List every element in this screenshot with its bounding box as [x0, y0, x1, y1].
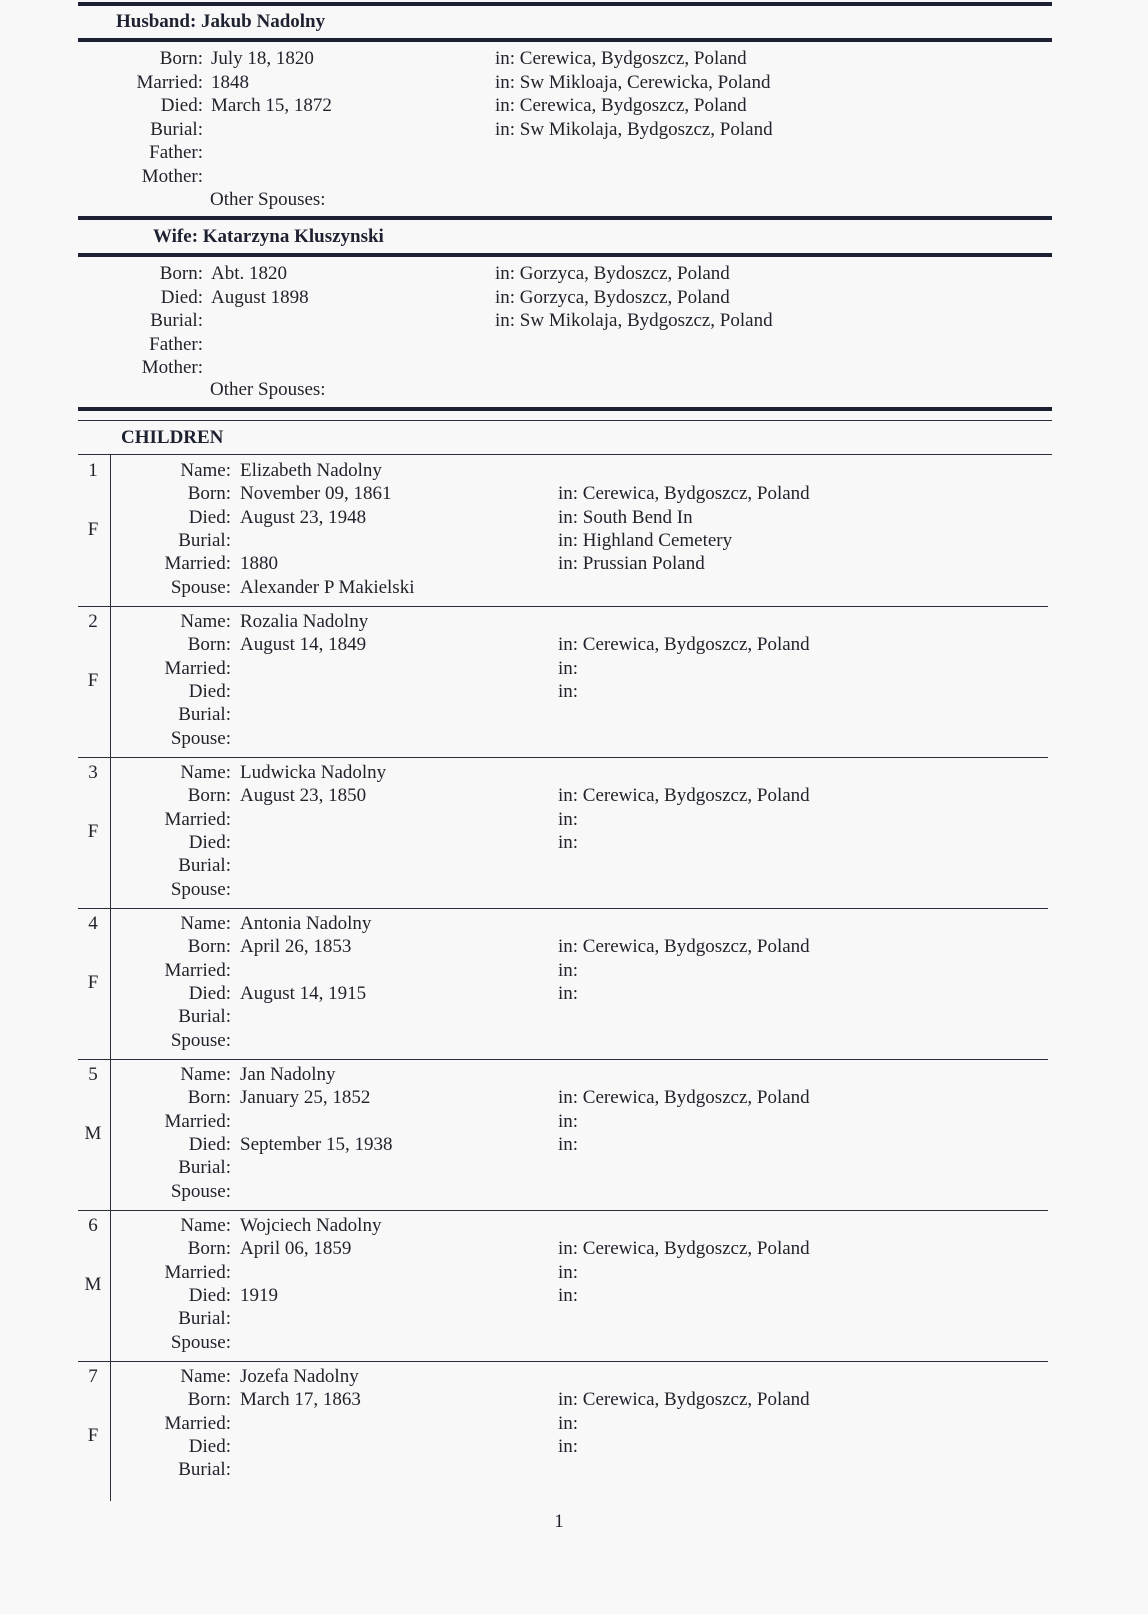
fact-value: August 1898 [211, 286, 309, 308]
fact-place: in: [558, 831, 579, 853]
fact-value: Jozefa Nadolny [240, 1366, 359, 1387]
fact-value: January 25, 1852 [240, 1087, 371, 1109]
fact-place: in: Cerewica, Bydgoszcz, Poland [558, 1087, 810, 1109]
wife-rule [78, 253, 1052, 257]
husband-other-spouses: Other Spouses: [210, 189, 326, 210]
fact-label: Name: [180, 1064, 231, 1085]
fact-label: Mother: [141, 357, 203, 378]
child-separator [78, 908, 1048, 909]
fact-label: Born: [159, 263, 203, 284]
child-number: 2 [88, 611, 98, 632]
fact-label: Born: [187, 936, 231, 958]
fact-label: Father: [149, 333, 203, 355]
fact-row [0, 784, 1148, 808]
fact-place: in: Cerewica, Bydgoszcz, Poland [558, 1389, 810, 1411]
fact-label: Spouse: [170, 1180, 231, 1202]
fact-row [0, 1005, 1148, 1029]
fact-row [0, 1237, 1148, 1261]
fact-row [0, 262, 1148, 286]
fact-place: in: Prussian Poland [558, 553, 705, 575]
fact-row [0, 808, 1148, 832]
fact-row [0, 657, 1148, 681]
child-separator [78, 606, 1048, 607]
fact-label: Born: [187, 483, 231, 505]
fact-label: Name: [180, 762, 231, 783]
fact-label: Married: [164, 1412, 231, 1434]
fact-place: in: [558, 680, 579, 702]
fact-label: Married: [164, 808, 231, 830]
fact-value: August 14, 1915 [240, 982, 367, 1004]
fact-value: Ludwicka Nadolny [240, 762, 387, 783]
child-number: 3 [88, 762, 98, 783]
fact-place: in: [558, 1261, 579, 1283]
fact-row [0, 959, 1148, 983]
fact-row [0, 576, 1148, 600]
fact-label: Burial: [178, 1157, 231, 1179]
fact-row [0, 1388, 1148, 1412]
fact-row [0, 141, 1148, 165]
fact-label: Died: [188, 982, 231, 1004]
child-sex: F [87, 670, 99, 691]
fact-label: Died: [160, 286, 203, 308]
fact-row [0, 47, 1148, 71]
fact-row [0, 1331, 1148, 1355]
fact-label: Born: [187, 785, 231, 807]
fact-place: in: South Bend In [558, 506, 693, 528]
child-number: 6 [88, 1215, 98, 1236]
fact-label: Name: [180, 1366, 231, 1387]
fact-row [0, 703, 1148, 727]
child-separator [78, 1059, 1048, 1060]
wife-name: Katarzyna Kluszynski [202, 226, 384, 247]
fact-row [0, 1214, 1148, 1238]
child-sex: F [87, 972, 99, 993]
wife-heading [153, 226, 384, 248]
fact-label: Burial: [178, 1006, 231, 1028]
fact-label: Spouse: [170, 727, 231, 749]
fact-row [0, 1307, 1148, 1331]
fact-label: Father: [149, 142, 203, 163]
husband-name: Jakub Nadolny [201, 11, 326, 32]
fact-value: April 26, 1853 [240, 936, 352, 958]
fact-place: in: [558, 1284, 579, 1306]
fact-place: in: [558, 1435, 579, 1457]
child-separator [78, 757, 1048, 758]
husband-label: Husband: [116, 11, 197, 32]
fact-row [0, 286, 1148, 310]
fact-label: Mother: [141, 165, 203, 187]
fact-label: Burial: [150, 310, 203, 331]
fact-label: Name: [180, 611, 231, 632]
fact-place: in: [558, 982, 579, 1004]
top-rule [78, 2, 1052, 6]
fact-place: in: Cerewica, Bydgoszcz, Poland [495, 95, 747, 116]
fact-row [0, 1086, 1148, 1110]
fact-place: in: Highland Cemetery [558, 529, 733, 551]
fact-place: in: Gorzyca, Bydoszcz, Poland [495, 263, 730, 284]
child-number: 4 [88, 913, 98, 934]
husband-heading [116, 11, 325, 33]
child-sex: F [87, 1425, 99, 1446]
fact-row [0, 459, 1148, 483]
fact-label: Born: [187, 634, 231, 656]
children-top-rule [78, 407, 1052, 411]
wife-top-rule [78, 216, 1052, 220]
fact-value: 1848 [211, 71, 249, 93]
fact-row [0, 831, 1148, 855]
child-sex: M [84, 1123, 102, 1144]
wife-label: Wife: [153, 226, 199, 247]
fact-label: Married: [164, 959, 231, 981]
fact-label: Burial: [178, 529, 231, 551]
fact-value: April 06, 1859 [240, 1238, 352, 1260]
fact-label: Died: [188, 680, 231, 702]
fact-value: Elizabeth Nadolny [240, 460, 382, 481]
children-top-rule-thin [78, 420, 1052, 421]
fact-value: March 17, 1863 [240, 1389, 361, 1411]
fact-value: July 18, 1820 [211, 48, 314, 69]
fact-value: Rozalia Nadolny [240, 611, 369, 632]
fact-row [0, 506, 1148, 530]
fact-label: Name: [180, 913, 231, 934]
fact-place: in: [558, 959, 579, 981]
fact-label: Name: [180, 460, 231, 481]
fact-row [0, 1412, 1148, 1436]
fact-place: in: Sw Mikloaja, Cerewicka, Poland [495, 71, 771, 93]
fact-row [0, 1063, 1148, 1087]
fact-row [0, 482, 1148, 506]
fact-value: August 23, 1948 [240, 506, 367, 528]
fact-label: Born: [187, 1389, 231, 1411]
fact-row [0, 1458, 1148, 1482]
fact-label: Married: [164, 657, 231, 679]
fact-row [0, 935, 1148, 959]
fact-row [0, 529, 1148, 553]
fact-row [0, 1029, 1148, 1053]
fact-label: Married: [164, 553, 231, 575]
fact-place: in: Gorzyca, Bydoszcz, Poland [495, 286, 730, 308]
fact-row [0, 309, 1148, 333]
child-sex: F [87, 519, 99, 540]
fact-place: in: Cerewica, Bydgoszcz, Poland [558, 483, 810, 505]
fact-value: November 09, 1861 [240, 483, 392, 505]
fact-value: September 15, 1938 [240, 1133, 393, 1155]
fact-value: March 15, 1872 [211, 95, 332, 116]
fact-value: Jan Nadolny [240, 1064, 336, 1085]
fact-row [0, 982, 1148, 1006]
child-number: 7 [88, 1366, 98, 1387]
fact-row [0, 71, 1148, 95]
fact-label: Died: [188, 1284, 231, 1306]
fact-row [0, 1435, 1148, 1459]
fact-row [0, 727, 1148, 751]
fact-row [0, 878, 1148, 902]
fact-place: in: Cerewica, Bydgoszcz, Poland [558, 634, 810, 656]
wife-other-spouses: Other Spouses: [210, 379, 326, 400]
husband-rule [78, 38, 1052, 42]
fact-value: Alexander P Makielski [240, 576, 415, 598]
fact-label: Burial: [150, 118, 203, 140]
fact-row [0, 1156, 1148, 1180]
fact-label: Died: [160, 95, 203, 116]
child-separator [78, 1210, 1048, 1211]
fact-place: in: Cerewica, Bydgoszcz, Poland [558, 1238, 810, 1260]
fact-label: Died: [188, 506, 231, 528]
fact-row [0, 912, 1148, 936]
fact-row [0, 680, 1148, 704]
fact-row [0, 333, 1148, 357]
fact-place: in: [558, 657, 579, 679]
fact-row [0, 1284, 1148, 1308]
fact-row [0, 1110, 1148, 1134]
child-number: 5 [88, 1064, 98, 1085]
fact-place: in: Cerewica, Bydgoszcz, Poland [558, 936, 810, 958]
fact-row [0, 356, 1148, 380]
fact-label: Died: [188, 1133, 231, 1155]
fact-label: Married: [164, 1110, 231, 1132]
fact-value: Wojciech Nadolny [240, 1215, 382, 1236]
fact-place: in: Sw Mikolaja, Bydgoszcz, Poland [495, 118, 773, 140]
fact-row [0, 610, 1148, 634]
fact-label: Burial: [178, 1459, 231, 1481]
page-number: 1 [554, 1511, 564, 1532]
fact-label: Spouse: [170, 576, 231, 598]
child-separator [78, 1361, 1048, 1362]
fact-value: Abt. 1820 [211, 263, 287, 284]
children-heading: CHILDREN [121, 427, 224, 448]
child-number: 1 [88, 460, 98, 481]
fact-value: August 23, 1850 [240, 785, 367, 807]
fact-row [0, 1133, 1148, 1157]
fact-label: Married: [136, 71, 203, 93]
fact-row [0, 633, 1148, 657]
fact-row [0, 165, 1148, 189]
fact-row [0, 1365, 1148, 1389]
children-heading-rule [78, 454, 1052, 455]
fact-value: 1880 [240, 553, 278, 575]
fact-row [0, 94, 1148, 118]
fact-place: in: [558, 1110, 579, 1132]
fact-label: Spouse: [170, 878, 231, 900]
fact-label: Born: [187, 1087, 231, 1109]
fact-place: in: Cerewica, Bydgoszcz, Poland [558, 785, 810, 807]
fact-place: in: [558, 1412, 579, 1434]
fact-place: in: [558, 808, 579, 830]
child-sex: M [84, 1274, 102, 1295]
fact-label: Spouse: [170, 1029, 231, 1051]
fact-label: Name: [180, 1215, 231, 1236]
fact-label: Spouse: [170, 1331, 231, 1353]
fact-label: Born: [159, 48, 203, 69]
fact-label: Died: [188, 831, 231, 853]
fact-value: 1919 [240, 1284, 278, 1306]
fact-value: Antonia Nadolny [240, 913, 372, 934]
fact-row [0, 1261, 1148, 1285]
fact-row [0, 552, 1148, 576]
child-sex: F [87, 821, 99, 842]
fact-row [0, 854, 1148, 878]
fact-label: Burial: [178, 1308, 231, 1330]
fact-label: Born: [187, 1238, 231, 1260]
fact-row [0, 118, 1148, 142]
fact-place: in: [558, 1133, 579, 1155]
fact-value: August 14, 1849 [240, 634, 367, 656]
fact-label: Burial: [178, 855, 231, 877]
fact-label: Died: [188, 1435, 231, 1457]
fact-row [0, 1180, 1148, 1204]
fact-place: in: Cerewica, Bydgoszcz, Poland [495, 48, 747, 69]
fact-label: Burial: [178, 704, 231, 726]
fact-place: in: Sw Mikolaja, Bydgoszcz, Poland [495, 310, 773, 331]
fact-row [0, 761, 1148, 785]
fact-label: Married: [164, 1261, 231, 1283]
